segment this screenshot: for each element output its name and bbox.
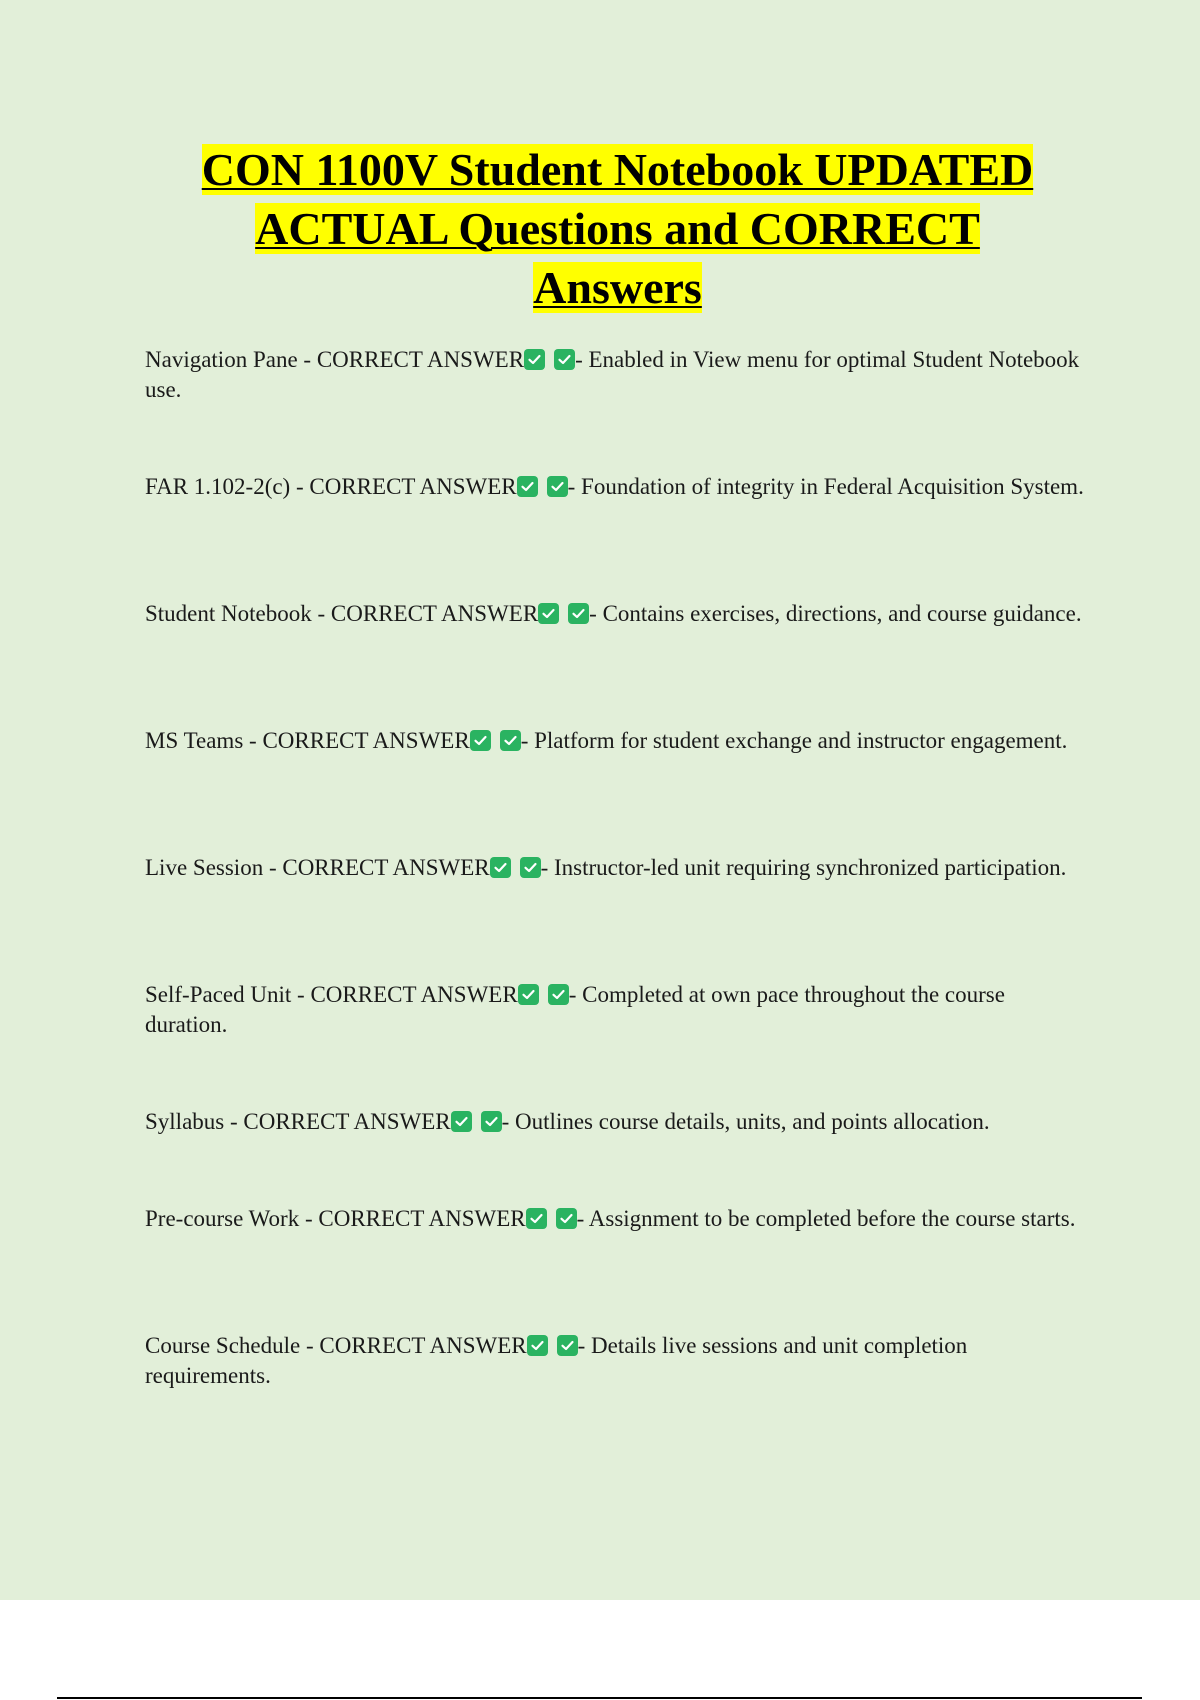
answer-marker: CORRECT ANSWER — [310, 982, 518, 1007]
qa-term: Pre-course Work - — [145, 1206, 319, 1231]
white-check-mark-icon — [451, 1111, 472, 1132]
answer-marker: CORRECT ANSWER — [262, 728, 470, 753]
white-check-mark-icon — [554, 349, 575, 370]
qa-answer: - Contains exercises, directions, and course guidance. — [589, 601, 1082, 626]
qa-term: Self-Paced Unit - — [145, 982, 311, 1007]
qa-item — [145, 980, 1085, 1040]
qa-answer: - Completed at own pace throughout the course duration. — [145, 982, 1005, 1037]
white-check-mark-icon — [547, 476, 568, 497]
qa-term: Live Session - — [145, 855, 283, 880]
white-check-mark-icon — [517, 476, 538, 497]
qa-item — [145, 599, 1085, 629]
qa-answer: - Instructor-led unit requiring synchronized participation. — [540, 855, 1067, 880]
white-check-mark-icon — [481, 1111, 502, 1132]
qa-item — [145, 472, 1085, 502]
white-check-mark-icon — [500, 730, 521, 751]
title-line-3: Answers — [533, 262, 702, 313]
qa-term: Student Notebook - — [145, 601, 331, 626]
qa-term: Syllabus - — [145, 1109, 244, 1134]
answer-marker: CORRECT ANSWER — [318, 1206, 526, 1231]
document-title — [120, 140, 1115, 317]
answer-marker: CORRECT ANSWER — [319, 1333, 527, 1358]
white-check-mark-icon — [527, 1335, 548, 1356]
qa-answer: - Enabled in View menu for optimal Student Notebook use. — [145, 347, 1080, 402]
qa-answer: - Details live sessions and unit completion requirements. — [145, 1333, 968, 1388]
answer-marker: CORRECT ANSWER — [309, 474, 517, 499]
white-check-mark-icon — [524, 349, 545, 370]
answer-marker: CORRECT ANSWER — [316, 347, 525, 372]
qa-term: FAR 1.102-2(c) - — [145, 474, 310, 499]
qa-answer: - Assignment to be completed before the course starts. — [576, 1206, 1076, 1231]
qa-item — [145, 345, 1085, 405]
qa-item — [145, 853, 1085, 883]
white-check-mark-icon — [556, 1208, 577, 1229]
white-check-mark-icon — [557, 1335, 578, 1356]
white-check-mark-icon — [568, 603, 589, 624]
qa-item — [145, 1204, 1085, 1234]
qa-answer: - Platform for student exchange and instructor engagement. — [520, 728, 1068, 753]
white-check-mark-icon — [548, 984, 569, 1005]
title-line-1: CON 1100V Student Notebook UPDATED — [201, 144, 1034, 195]
white-check-mark-icon — [490, 857, 511, 878]
white-check-mark-icon — [520, 857, 541, 878]
white-check-mark-icon — [518, 984, 539, 1005]
qa-term: MS Teams - — [145, 728, 263, 753]
qa-answer: - Outlines course details, units, and points allocation. — [501, 1109, 990, 1134]
qa-term: Course Schedule - — [145, 1333, 320, 1358]
footer-divider — [57, 1697, 1142, 1699]
white-check-mark-icon — [538, 603, 559, 624]
qa-term: Navigation Pane - — [145, 347, 317, 372]
qa-item — [145, 726, 1085, 756]
white-check-mark-icon — [526, 1208, 547, 1229]
answer-marker: CORRECT ANSWER — [243, 1109, 451, 1134]
qa-answer: - Foundation of integrity in Federal Acquisition System. — [567, 474, 1084, 499]
qa-item — [145, 1107, 1085, 1137]
white-check-mark-icon — [470, 730, 491, 751]
qa-item — [145, 1331, 1085, 1391]
answer-marker: CORRECT ANSWER — [330, 601, 539, 626]
title-line-2: ACTUAL Questions and CORRECT — [255, 203, 980, 254]
answer-marker: CORRECT ANSWER — [282, 855, 490, 880]
